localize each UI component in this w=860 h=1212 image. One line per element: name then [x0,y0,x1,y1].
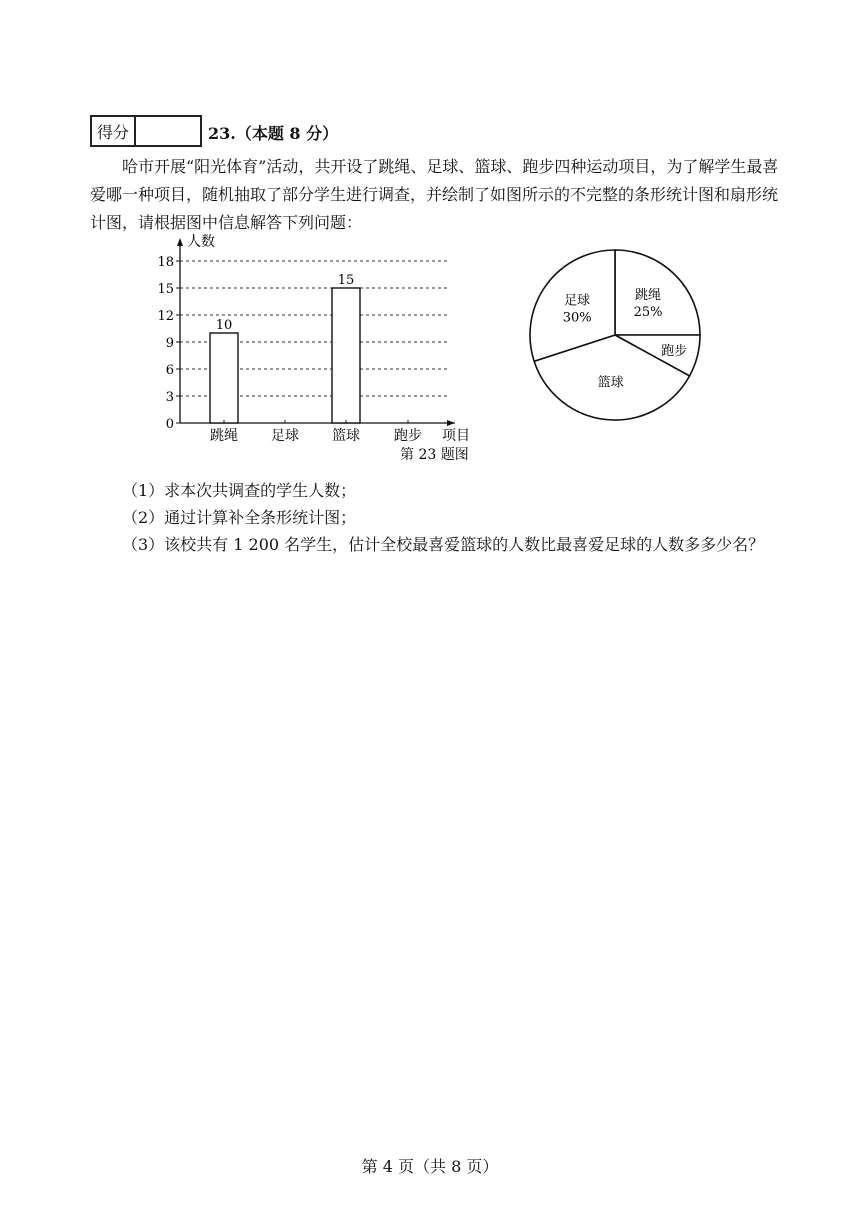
bar-data-label: 10 [215,318,233,333]
page-footer: 第 4 页（共 8 页） [361,1157,499,1176]
pie-chart-slices [530,250,700,420]
pie-label: 跑步 [661,344,688,360]
bar-chart-bars [210,273,360,423]
x-axis-label: 项目 [442,428,470,444]
bar-篮球 [332,288,360,423]
bar-跳绳 [210,333,238,423]
y-tick-label: 12 [157,309,174,324]
score-blank-field[interactable] [136,117,200,145]
pie-percent-label: 30% [562,310,592,326]
question-title: 23.（本题 8 分） [208,124,339,143]
bar-chart [150,230,490,470]
y-axis-label: 人数 [187,234,215,250]
pie-chart [520,240,710,430]
y-tick-label: 6 [165,363,174,378]
question-part-1: （1）求本次共调查的学生人数； [122,481,357,500]
question-intro: 哈市开展“阳光体育”活动，共开设了跳绳、足球、篮球、跑步四种运动项目，为了解学生最喜爱哪一种项目，随机抽取了部分学生进行调查，并绘制了如图所示的不完整的条形统计图和扇形统计图，请根据图中信息解答下列问题： [90,157,779,232]
pie-percent-label: 25% [633,304,663,320]
x-tick-label: 跳绳 [210,428,238,444]
x-tick-label: 跑步 [394,428,422,444]
pie-label: 足球 [564,293,591,309]
y-tick-label: 0 [165,417,174,432]
x-tick-label: 足球 [271,428,299,444]
pie-label: 篮球 [597,375,624,391]
y-tick-label: 3 [165,390,174,405]
y-tick-label: 18 [157,255,174,270]
score-label: 得分 [92,117,136,145]
pie-label: 跳绳 [635,287,662,303]
bar-data-label: 15 [337,273,355,288]
y-tick-label: 9 [165,336,174,351]
question-part-3: （3）该校共有 1 200 名学生，估计全校最喜爱篮球的人数比最喜爱足球的人数多多少名？ [122,535,765,554]
bar-chart-ticks [157,255,422,444]
y-tick-label: 15 [157,282,174,297]
score-box [90,115,202,147]
question-part-2: （2）通过计算补全条形统计图； [122,508,357,527]
x-tick-label: 篮球 [332,428,360,444]
y-axis-arrow [177,238,183,246]
figure-caption: 第 23 题图 [400,447,469,463]
x-axis-arrow [447,420,455,426]
